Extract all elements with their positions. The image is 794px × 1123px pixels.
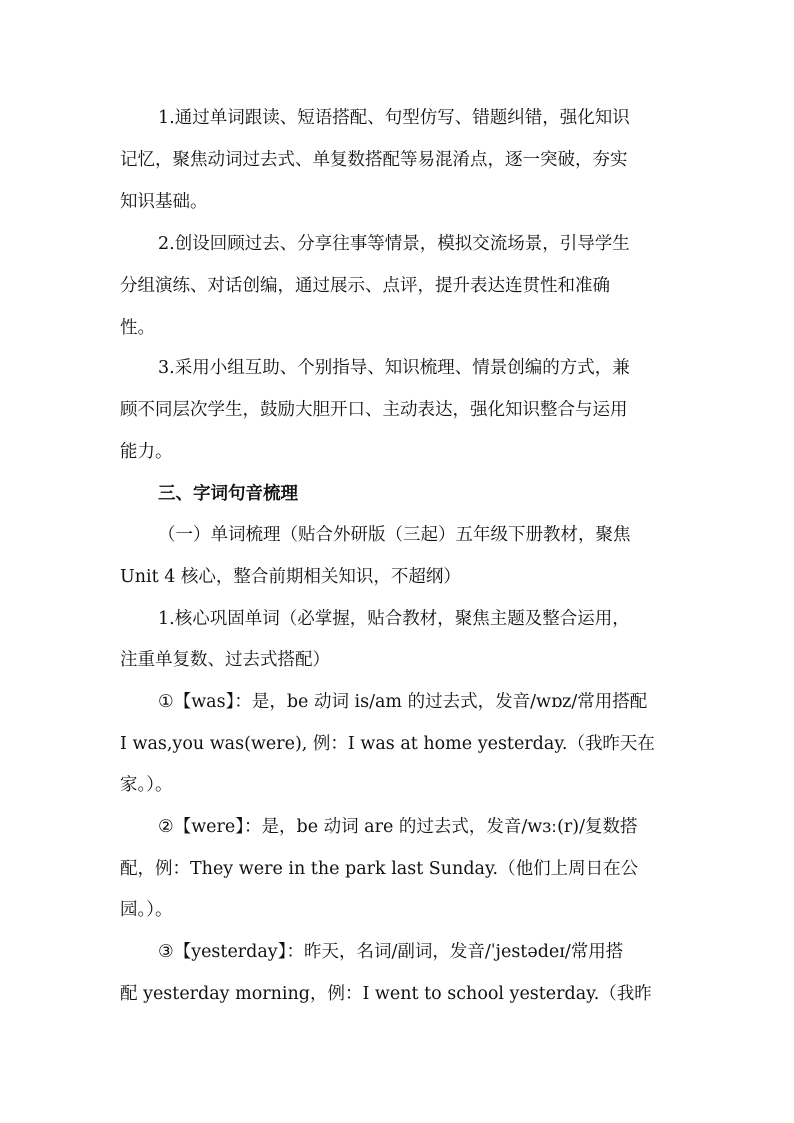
paragraph-line: 能力。 (120, 442, 173, 462)
word-entry-line: 配 yesterday morning，例：I went to school yesterday.（我昨 (120, 984, 652, 1004)
word-entry-line: ②【were】：是，be 动词 are 的过去式，发音/wɜː(r)/复数搭 (158, 817, 638, 837)
word-entry-line: 园。）。 (120, 900, 173, 920)
paragraph-line: 性。 (120, 318, 155, 338)
word-entry-line: ①【was】：是，be 动词 is/am 的过去式，发音/wɒz/常用搭配 (158, 692, 648, 712)
paragraph-line: 分组演练、对话创编，通过展示、点评，提升表达连贯性和准确 (120, 276, 610, 296)
paragraph-line: 顾不同层次学生，鼓励大胆开口、主动表达，强化知识整合与运用 (120, 400, 628, 420)
paragraph-line: Unit 4 核心，整合前期相关知识，不超纲） (120, 567, 461, 587)
word-entry-line: 家。）。 (120, 775, 173, 795)
paragraph-line: 2.创设回顾过去、分享往事等情景，模拟交流场景，引导学生 (158, 234, 630, 254)
paragraph-line: 知识基础。 (120, 192, 208, 212)
word-entry-line: ③【yesterday】：昨天，名词/副词，发音/ˈjestədeɪ/常用搭 (158, 942, 624, 962)
section-heading: 三、字词句音梳理 (158, 484, 298, 504)
paragraph-line: 注重单复数、过去式搭配） (120, 650, 330, 670)
paragraph-line: 1.核心巩固单词（必掌握，贴合教材，聚焦主题及整合运用， (158, 609, 630, 629)
word-entry-line: I was,you was(were), 例：I was at home yesterday.（我昨天在 (120, 734, 655, 754)
paragraph-line: 记忆，聚焦动词过去式、单复数搭配等易混淆点，逐一突破，夯实 (120, 150, 628, 170)
paragraph-line: （一）单词梳理（贴合外研版（三起）五年级下册教材，聚焦 (158, 525, 631, 545)
word-entry-line: 配，例：They were in the park last Sunday.（他们上周日在公 (120, 859, 639, 879)
paragraph-line: 1.通过单词跟读、短语搭配、句型仿写、错题纠错，强化知识 (158, 108, 630, 128)
paragraph-line: 3.采用小组互助、个别指导、知识梳理、情景创编的方式，兼 (158, 358, 630, 378)
